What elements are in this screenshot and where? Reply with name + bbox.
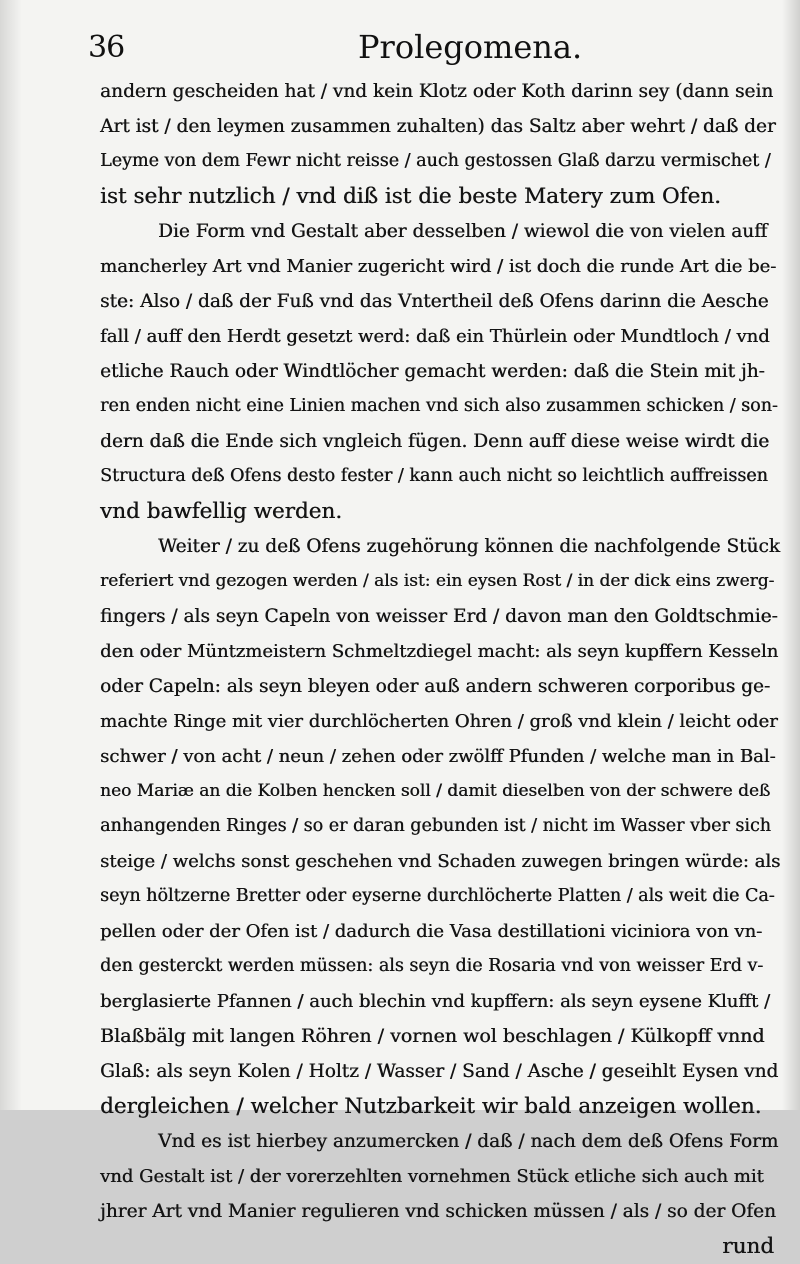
running-head: Prolegomena. [358,28,583,66]
text-line: fall / auff den Herdt gesetzt werd: daß ein Thürlein oder Mundtloch / vnd [100,326,770,347]
text-line: Art ist / den leymen zusammen zuhalten) das Saltz aber wehrt / daß der [100,116,776,137]
text-line: dern daß die Ende sich vngleich fügen. Denn auff diese weise wirdt die [100,431,770,452]
paragraph-start-line: Die Form vnd Gestalt aber desselben / wiewol die von vielen auff [158,221,768,242]
text-line: mancherley Art vnd Manier zugericht wird / ist doch die runde Art die be- [100,256,777,277]
text-line: schwer / von acht / neun / zehen oder zwölff Pfunden / welche man in Bal- [100,746,776,767]
text-line: oder Capeln: als seyn bleyen oder auß andern schweren corporibus ge- [100,676,771,697]
text-line: ste: Also / daß der Fuß vnd das Vntertheil deß Ofens darinn die Aesche [100,291,769,312]
page-edge-left [0,0,22,1110]
text-line: anhangenden Ringes / so er daran gebunden ist / nicht im Wasser vber sich [100,816,771,836]
text-line: Blaßbälg mit langen Röhren / vornen wol beschlagen / Külkopff vnnd [100,1025,765,1047]
text-line: steige / welchs sonst geschehen vnd Schaden zuwegen bringen würde: als [100,851,781,872]
text-line: etliche Rauch oder Windtlöcher gemacht werden: daß die Stein mit jh- [100,361,765,382]
page-number: 36 [88,30,125,65]
text-line: pellen oder der Ofen ist / dadurch die Vasa destillationi viciniora von vn- [100,921,763,942]
text-line: seyn höltzerne Bretter oder eyserne durchlöcherte Platten / als weit die Ca- [100,886,775,906]
text-line: neo Mariæ an die Kolben hencken soll / damit dieselben von der schwere deß [100,781,771,801]
text-line: vnd Gestalt ist / der vorerzehlten vornehmen Stück etliche sich auch mit [100,1166,764,1187]
text-line: den gesterckt werden müssen: als seyn die Rosaria vnd von weisser Erd v- [100,956,764,976]
text-line: Structura deß Ofens desto fester / kann auch nicht so leichtlich auffreissen [100,466,768,486]
text-line: machte Ringe mit vier durchlöcherten Ohren / groß vnd klein / leicht oder [100,711,778,732]
text-line: ist sehr nutzlich / vnd diß ist die beste Matery zum Ofen. [100,184,721,209]
catchword: rund [722,1234,774,1259]
text-line: dergleichen / welcher Nutzbarkeit wir bald anzeigen wollen. [100,1094,762,1119]
text-line: den oder Müntzmeistern Schmeltzdiegel macht: als seyn kupffern Kesseln [100,641,779,662]
paragraph-start-line: Weiter / zu deß Ofens zugehörung können die nachfolgende Stück [158,536,780,557]
text-line: Leyme von dem Fewr nicht reisse / auch gestossen Glaß darzu vermischet / [100,151,771,171]
text-line: Glaß: als seyn Kolen / Holtz / Wasser / Sand / Asche / geseihlt Eysen vnd [100,1061,779,1082]
text-line: fingers / als seyn Capeln von weisser Erd / davon man den Goldtschmie- [100,606,778,627]
text-line: vnd bawfellig werden. [100,499,343,524]
body-text [100,74,780,1264]
paragraph-start-line: Vnd es ist hierbey anzumercken / daß / nach dem deß Ofens Form [158,1131,779,1152]
text-line: ren enden nicht eine Linien machen vnd sich also zusammen schicken / son- [100,396,778,416]
page-header [88,26,778,74]
text-line: jhrer Art vnd Manier regulieren vnd schicken müssen / als / so der Ofen [100,1201,776,1222]
page-edge-right [782,0,800,1110]
text-line: andern gescheiden hat / vnd kein Klotz oder Koth darinn sey (dann sein [100,81,774,102]
text-line: referiert vnd gezogen werden / als ist: ein eysen Rost / in der dick eins zwerg- [100,571,775,591]
text-line: berglasierte Pfannen / auch blechin vnd kupffern: als seyn eysene Klufft / [100,991,771,1012]
